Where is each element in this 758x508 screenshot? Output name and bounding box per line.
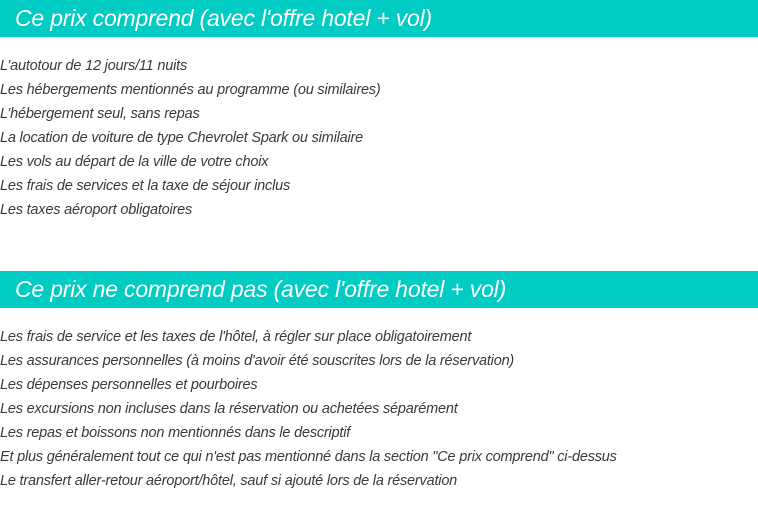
excludes-section <box>0 271 758 493</box>
list-item: Les frais de service et les taxes de l'hôtel, à régler sur place obligatoirement <box>0 329 472 345</box>
list-item: Et plus généralement tout ce qui n'est pas mentionné dans la section "Ce prix comprend" ci-dessus <box>0 449 617 465</box>
list-item: Les repas et boissons non mentionnés dans le descriptif <box>0 425 351 441</box>
list-item: Les assurances personnelles (à moins d'avoir été souscrites lors de la réservation) <box>0 353 515 369</box>
list-item: L’hébergement seul, sans repas <box>0 106 200 122</box>
includes-header-banner <box>0 0 758 37</box>
list-item: La location de voiture de type Chevrolet Spark ou similaire <box>0 130 363 146</box>
includes-section <box>0 0 758 222</box>
list-item: Les hébergements mentionnés au programme (ou similaires) <box>0 82 381 98</box>
list-item: Les frais de services et la taxe de séjour inclus <box>0 178 291 194</box>
list-item: Les taxes aéroport obligatoires <box>0 202 193 218</box>
excludes-title: Ce prix ne comprend pas (avec l'offre hotel + vol) <box>15 276 507 302</box>
list-item: Les vols au départ de la ville de votre choix <box>0 154 269 170</box>
excludes-list <box>0 325 758 493</box>
includes-list <box>0 54 758 222</box>
list-item: L’autotour de 12 jours/11 nuits <box>0 58 188 74</box>
list-item: Les dépenses personnelles et pourboires <box>0 377 258 393</box>
excludes-header-banner <box>0 271 758 308</box>
list-item: Les excursions non incluses dans la réservation ou achetées séparément <box>0 401 458 417</box>
includes-title: Ce prix comprend (avec l'offre hotel + vol) <box>15 5 433 31</box>
list-item: Le transfert aller-retour aéroport/hôtel, sauf si ajouté lors de la réservation <box>0 473 458 489</box>
